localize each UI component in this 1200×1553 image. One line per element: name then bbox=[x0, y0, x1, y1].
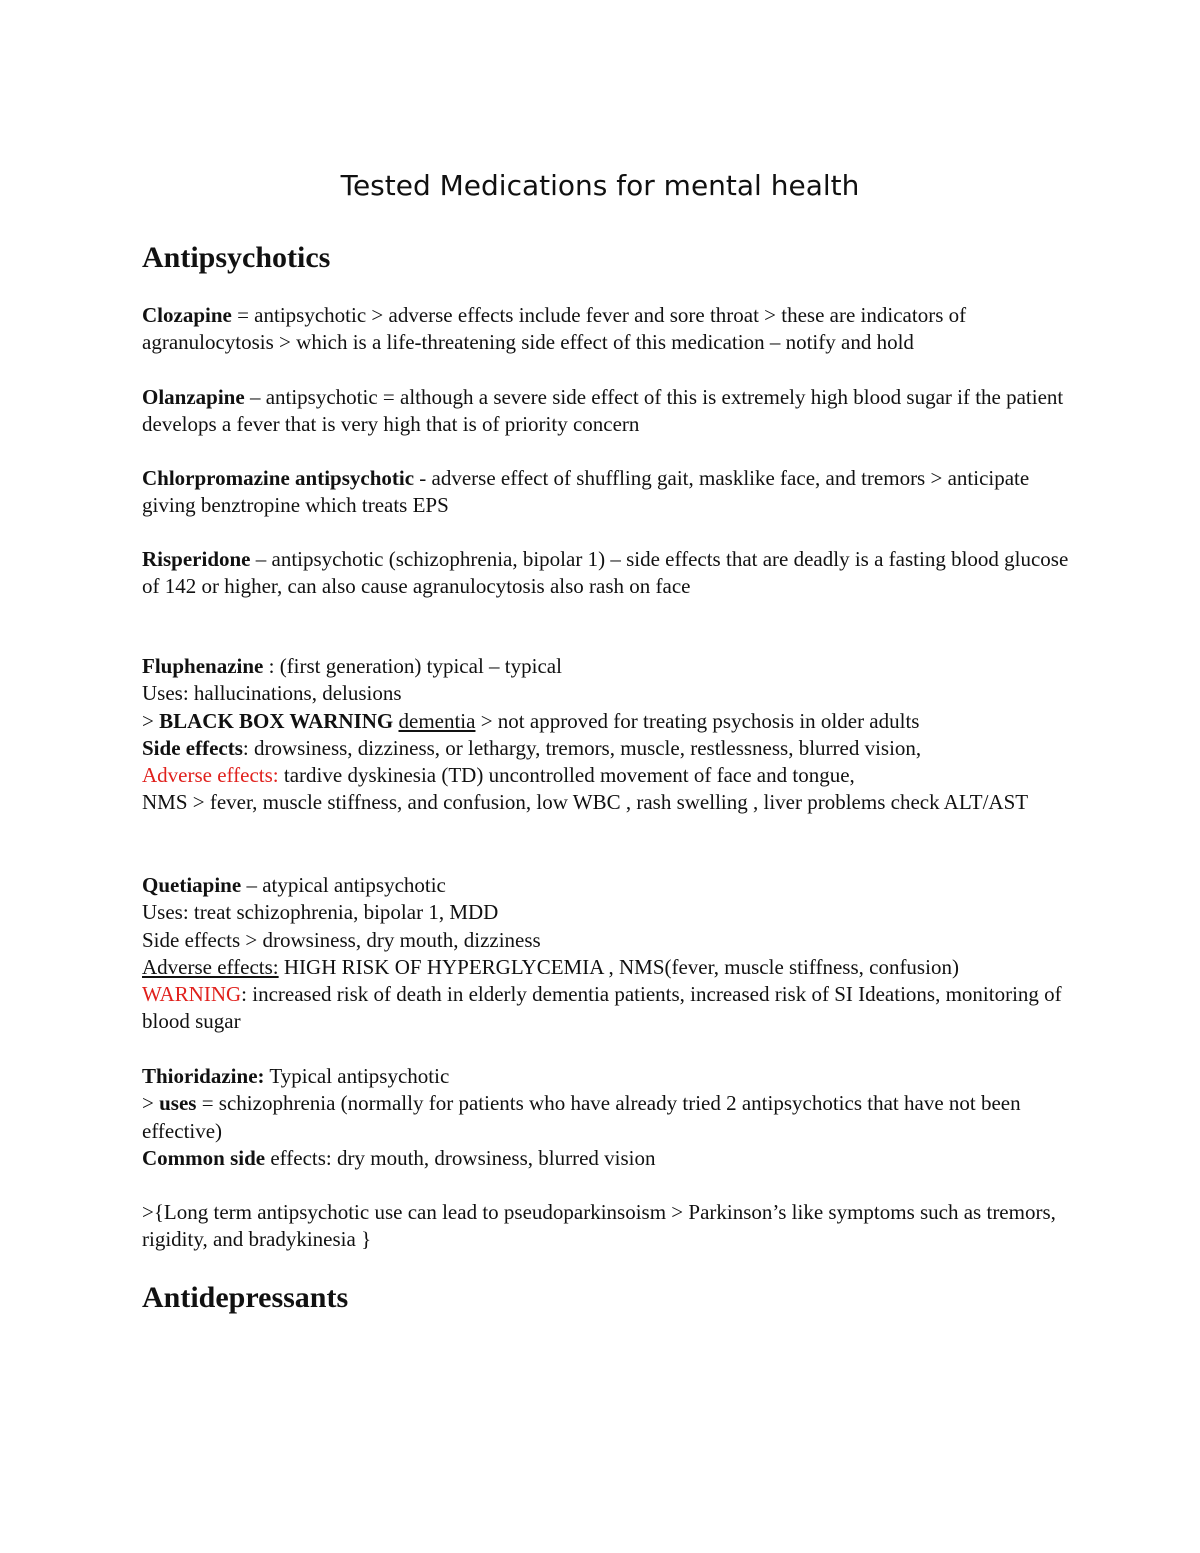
adverse-effects-label: Adverse effects: bbox=[142, 954, 279, 979]
drug-name: Quetiapine bbox=[142, 873, 242, 897]
uses-prefix: > bbox=[142, 1091, 160, 1116]
entry-long-term-note bbox=[142, 1199, 1072, 1254]
drug-classification: Typical antipsychotic bbox=[264, 1064, 450, 1088]
drug-description: - adverse effect of shuffling gait, masklike face, and tremors > anticipate giving benztropine which treats EPS bbox=[142, 466, 1030, 518]
entry-thioridazine bbox=[142, 1063, 1072, 1172]
bbw-text: > not approved for treating psychosis in older adults bbox=[475, 708, 920, 733]
adverse-effects-text: HIGH RISK OF HYPERGLYCEMIA , NMS(fever, muscle stiffness, confusion) bbox=[278, 954, 959, 979]
side-effects-label: Side effects bbox=[142, 735, 243, 760]
drug-name: Thioridazine: bbox=[142, 1064, 265, 1088]
warning-text: : increased risk of death in elderly dementia patients, increased risk of SI Ideations, monitoring of blood sugar bbox=[142, 982, 1062, 1034]
uses-label: uses bbox=[159, 1091, 197, 1116]
uses-text: = schizophrenia (normally for patients who have already tried 2 antipsychotics that have not been effective) bbox=[142, 1091, 1021, 1143]
warning-line bbox=[142, 981, 1072, 1036]
drug-classification: : (first generation) typical – typical bbox=[263, 654, 562, 678]
uses-line: Uses: hallucinations, delusions bbox=[142, 681, 402, 706]
bbw-term: dementia bbox=[398, 708, 476, 733]
entry-clozapine bbox=[142, 302, 1072, 357]
entry-chlorpromazine bbox=[142, 465, 1072, 520]
black-box-warning-label: BLACK BOX WARNING bbox=[159, 708, 394, 733]
drug-classification: – atypical antipsychotic bbox=[241, 873, 446, 897]
side-effects-text: : drowsiness, dizziness, or lethargy, tremors, muscle, restlessness, blurred vision, bbox=[242, 735, 922, 760]
uses-line bbox=[142, 1090, 1072, 1145]
note-text: >{Long term antipsychotic use can lead to pseudoparkinsoism > Parkinson’s like symptoms such as tremors, rigidity, and bradykinesia } bbox=[142, 1200, 1056, 1252]
common-side-text: effects: dry mouth, drowsiness, blurred vision bbox=[265, 1145, 656, 1170]
drug-description: – antipsychotic = although a severe side effect of this is extremely high blood sugar if the patient develops a fever that is very high that is of priority concern bbox=[142, 385, 1064, 437]
drug-description: = antipsychotic > adverse effects include fever and sore throat > these are indicators of agranulocytosis > which is a life-threatening side effect of this medication – notify and hold bbox=[142, 303, 967, 355]
black-box-warning-line bbox=[142, 708, 1072, 735]
bbw-prefix: > bbox=[142, 708, 160, 733]
drug-name: Chlorpromazine antipsychotic bbox=[142, 466, 415, 490]
drug-name: Clozapine bbox=[142, 303, 232, 327]
common-side-effects-line bbox=[142, 1145, 1072, 1172]
drug-description: – antipsychotic (schizophrenia, bipolar 1) – side effects that are deadly is a fasting blood glucose of 142 or higher, can also cause agranulocytosis also rash on face bbox=[142, 547, 1069, 599]
drug-name: Olanzapine bbox=[142, 385, 245, 409]
entry-olanzapine bbox=[142, 384, 1072, 439]
entry-fluphenazine bbox=[142, 653, 1072, 817]
uses-line: Uses: treat schizophrenia, bipolar 1, MDD bbox=[142, 900, 499, 925]
nms-line: NMS > fever, muscle stiffness, and confusion, low WBC , rash swelling , liver problems check ALT/AST bbox=[142, 790, 1029, 815]
section-heading-antidepressants: Antidepressants bbox=[142, 1281, 349, 1314]
drug-name: Fluphenazine bbox=[142, 654, 264, 678]
side-effects-line bbox=[142, 735, 1072, 762]
side-effects-line: Side effects > drowsiness, dry mouth, dizziness bbox=[142, 927, 541, 952]
drug-name: Risperidone bbox=[142, 547, 251, 571]
adverse-effects-line bbox=[142, 762, 1072, 789]
common-side-label: Common side bbox=[142, 1145, 266, 1170]
entry-risperidone bbox=[142, 546, 1072, 601]
adverse-effects-line bbox=[142, 954, 1072, 981]
warning-label: WARNING bbox=[142, 982, 242, 1007]
adverse-effects-label: Adverse effects: bbox=[142, 763, 279, 788]
document-title: Tested Medications for mental health bbox=[340, 169, 860, 202]
section-heading-antipsychotics: Antipsychotics bbox=[142, 241, 331, 274]
adverse-effects-text: tardive dyskinesia (TD) uncontrolled movement of face and tongue, bbox=[278, 763, 855, 788]
entry-quetiapine bbox=[142, 872, 1072, 1036]
